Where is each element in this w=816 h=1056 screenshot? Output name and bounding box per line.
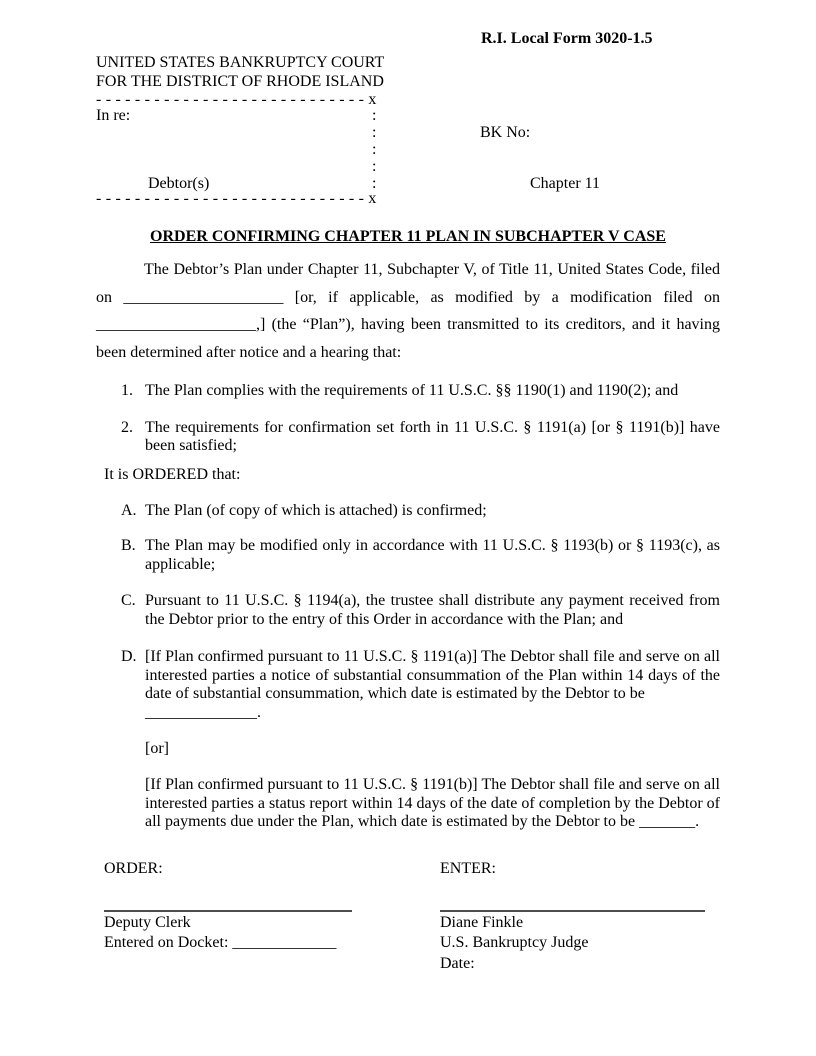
opening-paragraph: [96, 256, 720, 366]
judge-title: U.S. Bankruptcy Judge: [440, 934, 589, 951]
signature-section: [96, 860, 720, 974]
court-name-line2: FOR THE DISTRICT OF RHODE ISLAND: [96, 73, 384, 90]
clerk-signature-block: [104, 860, 352, 974]
caption-colon: :: [372, 158, 377, 175]
ordered-item-a: [121, 502, 720, 521]
caption-divider-bottom: - - - - - - - - - - - - - - - - - - - - - - - - - - - - x: [96, 190, 377, 207]
ordered-b-marker: B.: [121, 537, 136, 554]
court-name: [96, 53, 720, 91]
judge-name: Diane Finkle: [440, 913, 524, 931]
filed-date-blank-2: ____________________: [96, 316, 256, 333]
opening-text-3: ,] (the “Plan”), having been transmitted to its creditors, and it having been determined after notice and a hearing that:: [96, 316, 720, 361]
docket-date-blank: _____________: [232, 934, 337, 951]
ordered-d-text: [145, 648, 720, 722]
ordered-d-body: [If Plan confirmed pursuant to 11 U.S.C. § 1191(a)] The Debtor shall file and serve on all interested parties a notice of substantial consummation of the Plan within 14 days of the date of substantial consummation, which date is estimated by the Debtor to be: [145, 648, 720, 702]
order-heading: ORDER:: [104, 859, 163, 877]
form-number: R.I. Local Form 3020-1.5: [481, 30, 653, 47]
ordered-item-b: [121, 537, 720, 574]
enter-heading: ENTER:: [440, 859, 496, 877]
or-separator: [or]: [145, 740, 169, 757]
caption-colon: :: [372, 124, 377, 141]
ordered-item-d: [121, 648, 720, 722]
ordered-item-c: [121, 592, 720, 629]
judge-signature-line: [440, 878, 705, 912]
caption-divider-top: - - - - - - - - - - - - - - - - - - - - - - - - - - - - x: [96, 91, 377, 108]
chapter-label: Chapter 11: [530, 175, 601, 192]
finding-1-text: The Plan complies with the requirements of 11 U.S.C. §§ 1190(1) and 1190(2); and: [145, 382, 679, 399]
ordered-a-marker: A.: [121, 501, 137, 519]
finding-2-marker: 2.: [121, 418, 133, 436]
caption-colon: :: [372, 175, 377, 192]
finding-item-2: [121, 419, 720, 456]
ordered-lead: It is ORDERED that:: [104, 465, 241, 483]
clerk-signature-line: [104, 878, 352, 912]
bk-no-label: BK No:: [480, 124, 531, 141]
filed-date-blank-1: ____________________: [123, 288, 284, 306]
caption-colon: :: [372, 141, 377, 158]
finding-2-text: The requirements for confirmation set forth in 11 U.S.C. § 1191(a) [or § 1191(b)] have been satisfied;: [145, 418, 720, 454]
entered-on-docket-row: [104, 934, 352, 953]
alternative-paragraph: [If Plan confirmed pursuant to 11 U.S.C. § 1191(b)] The Debtor shall file and serve on all interested parties a status report within 14 days of the date of completion by the Debtor of all payments due under the Plan, which date is estimated by the Debtor to be _______.: [145, 776, 720, 830]
ordered-c-marker: C.: [121, 592, 136, 609]
ordered-b-text: The Plan may be modified only in accordance with 11 U.S.C. § 1193(b) or § 1193(c), as applicable;: [145, 537, 720, 573]
ordered-c-text: Pursuant to 11 U.S.C. § 1194(a), the trustee shall distribute any payment received from the Debtor prior to the entry of this Order in accordance with the Plan; and: [145, 592, 720, 628]
opening-text-1: The Debtor’s Plan under Chapter 11, Subchapter V, of Title 11, United States Code, filed on: [96, 261, 720, 306]
deputy-clerk-label: Deputy Clerk: [104, 913, 191, 931]
ordered-d-marker: D.: [121, 648, 137, 665]
caption-colon: :: [372, 107, 377, 124]
debtors-label: Debtor(s): [148, 175, 210, 192]
in-re-label: In re:: [96, 107, 131, 124]
opening-text-2: [or, if applicable, as modified by a modification filed on: [283, 288, 721, 306]
ordered-a-text: The Plan (of copy of which is attached) is confirmed;: [145, 501, 487, 519]
court-name-line1: UNITED STATES BANKRUPTCY COURT: [96, 54, 385, 71]
entered-on-docket-label: Entered on Docket:: [104, 934, 233, 951]
consummation-date-blank: ______________.: [145, 703, 261, 721]
date-label: Date:: [440, 954, 475, 972]
finding-1-marker: 1.: [121, 382, 133, 399]
order-title: ORDER CONFIRMING CHAPTER 11 PLAN IN SUBCHAPTER V CASE: [150, 228, 666, 245]
judge-signature-block: [440, 860, 705, 974]
finding-item-1: [121, 382, 720, 401]
caption-rows: [96, 107, 720, 192]
case-caption: [96, 93, 720, 206]
